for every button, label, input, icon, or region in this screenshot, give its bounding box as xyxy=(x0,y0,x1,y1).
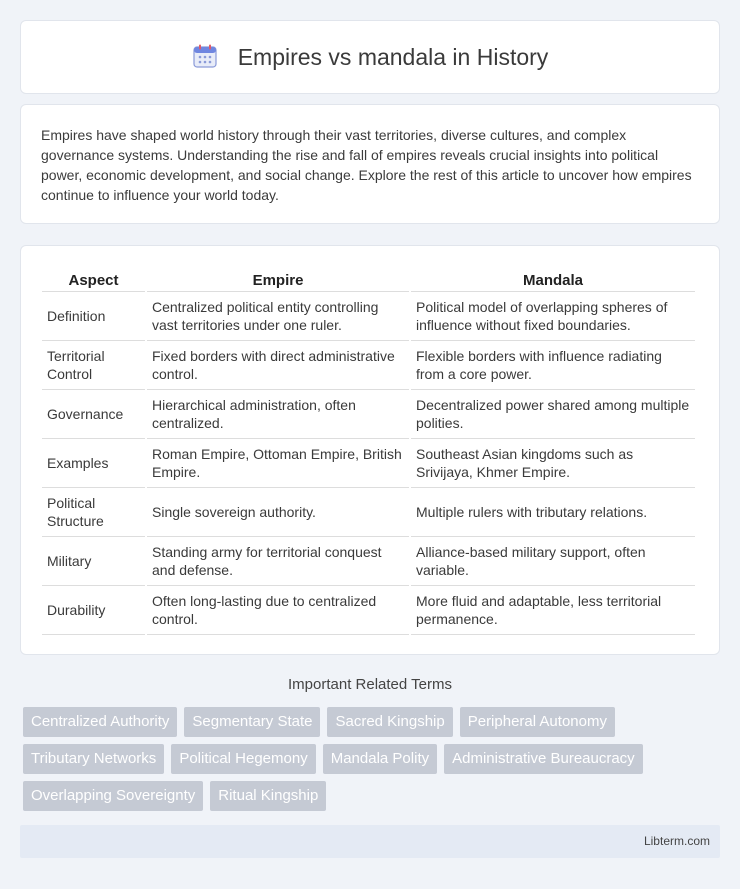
aspect-cell: Examples xyxy=(42,439,145,488)
mandala-cell: Multiple rulers with tributary relations. xyxy=(411,488,695,537)
related-term-tag[interactable]: Sacred Kingship xyxy=(327,707,452,737)
table-row xyxy=(42,586,695,635)
mandala-cell: Decentralized power shared among multiple polities. xyxy=(411,390,695,439)
table-row xyxy=(42,390,695,439)
empire-cell: Single sovereign authority. xyxy=(147,488,409,537)
aspect-cell: Governance xyxy=(42,390,145,439)
related-term-tag[interactable]: Political Hegemony xyxy=(171,744,315,774)
mandala-cell: Flexible borders with influence radiating from a core power. xyxy=(411,341,695,390)
related-terms-title: Important Related Terms xyxy=(288,676,452,693)
empire-cell: Roman Empire, Ottoman Empire, British Empire. xyxy=(147,439,409,488)
empire-cell: Often long-lasting due to centralized control. xyxy=(147,586,409,635)
header-mandala: Mandala xyxy=(411,266,695,292)
mandala-cell: Political model of overlapping spheres of influence without fixed boundaries. xyxy=(411,292,695,341)
aspect-cell: Territorial Control xyxy=(42,341,145,390)
comparison-table xyxy=(40,266,697,635)
footer xyxy=(20,825,720,858)
intro-text: Empires have shaped world history through their vast territories, diverse cultures, and complex governance systems. Understanding the rise and fall of empires reveals crucial insights into political power, economic development, and social change. Explore the rest of this article to uncover how empires continue to influence your world today. xyxy=(41,127,692,203)
mandala-cell: Alliance-based military support, often variable. xyxy=(411,537,695,586)
table-row xyxy=(42,292,695,341)
comparison-card xyxy=(20,245,720,655)
related-term-tag[interactable]: Overlapping Sovereignty xyxy=(23,781,203,811)
related-term-tag[interactable]: Centralized Authority xyxy=(23,707,177,737)
related-term-tag[interactable]: Peripheral Autonomy xyxy=(460,707,615,737)
intro-card xyxy=(20,104,720,224)
related-term-tag[interactable]: Ritual Kingship xyxy=(210,781,326,811)
related-term-tag[interactable]: Segmentary State xyxy=(184,707,320,737)
calendar-icon xyxy=(192,43,218,69)
aspect-cell: Political Structure xyxy=(42,488,145,537)
related-term-tag[interactable]: Mandala Polity xyxy=(323,744,437,774)
empire-cell: Centralized political entity controlling vast territories under one ruler. xyxy=(147,292,409,341)
header-aspect: Aspect xyxy=(42,266,145,292)
title-card xyxy=(20,20,720,94)
mandala-cell: Southeast Asian kingdoms such as Srivijaya, Khmer Empire. xyxy=(411,439,695,488)
header-empire: Empire xyxy=(147,266,409,292)
related-term-tag[interactable]: Tributary Networks xyxy=(23,744,164,774)
aspect-cell: Definition xyxy=(42,292,145,341)
aspect-cell: Durability xyxy=(42,586,145,635)
table-header-row xyxy=(42,266,695,292)
table-row xyxy=(42,488,695,537)
empire-cell: Hierarchical administration, often centralized. xyxy=(147,390,409,439)
mandala-cell: More fluid and adaptable, less territorial permanence. xyxy=(411,586,695,635)
empire-cell: Standing army for territorial conquest and defense. xyxy=(147,537,409,586)
aspect-cell: Military xyxy=(42,537,145,586)
empire-cell: Fixed borders with direct administrative control. xyxy=(147,341,409,390)
footer-link[interactable]: Libterm.com xyxy=(643,834,710,848)
table-row xyxy=(42,537,695,586)
table-row xyxy=(42,341,695,390)
page-title: Empires vs mandala in History xyxy=(237,43,549,70)
related-terms-list xyxy=(23,707,703,811)
table-row xyxy=(42,439,695,488)
related-term-tag[interactable]: Administrative Bureaucracy xyxy=(444,744,643,774)
